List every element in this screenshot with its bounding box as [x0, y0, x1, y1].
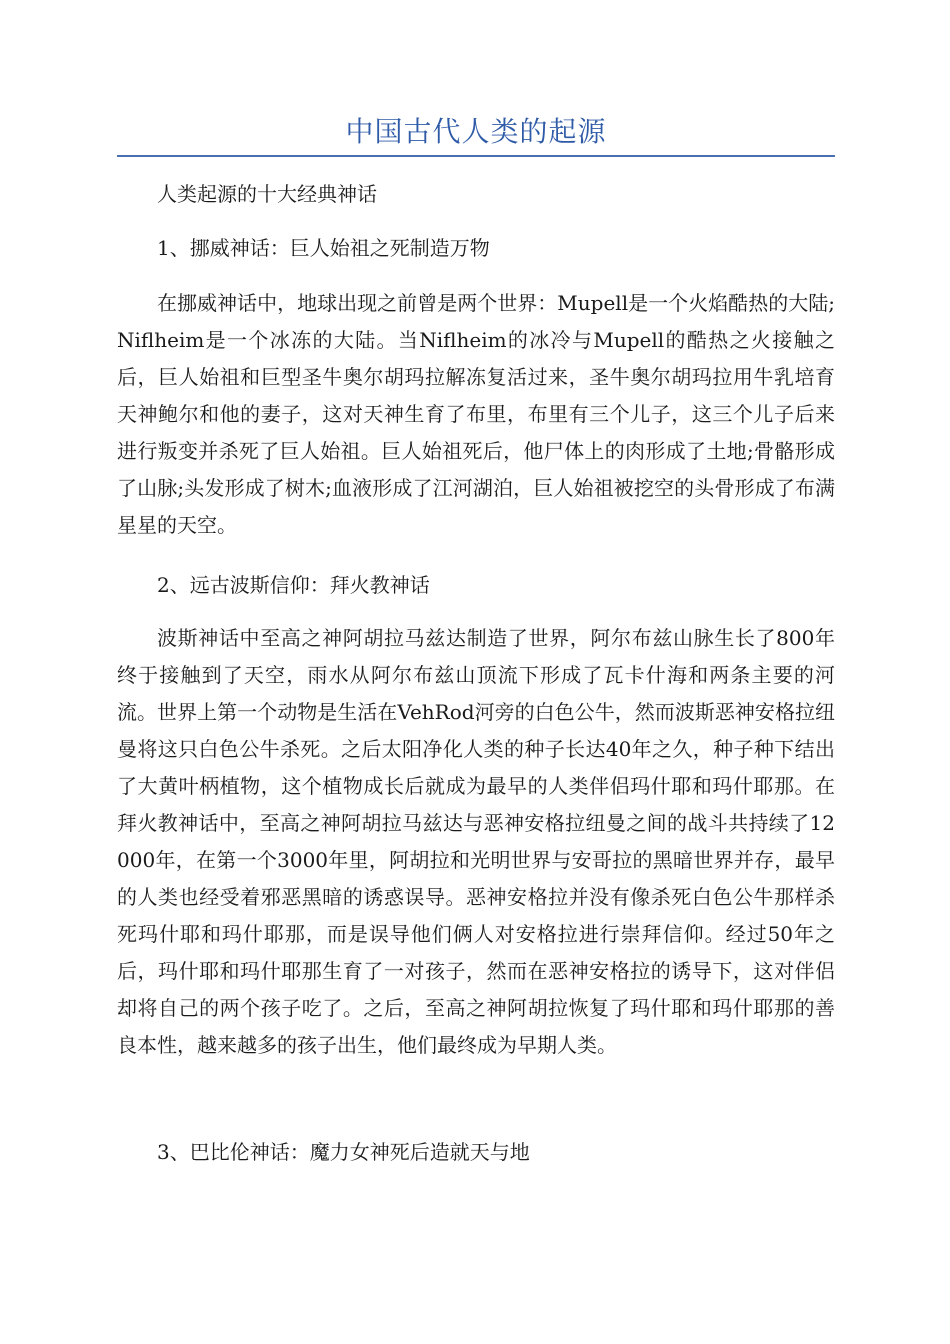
document-title: 中国古代人类的起源	[345, 115, 607, 148]
section-body-2: 波斯神话中至高之神阿胡拉马兹达制造了世界，阿尔布兹山脉生长了800年终于接触到了天空，雨水从阿尔布兹山顶流下形成了瓦卡什海和两条主要的河流。世界上第一个动物是生活在VehRod河旁的白色公牛，然而波斯恶神安格拉纽曼将这只白色公牛杀死。之后太阳净化人类的种子长达40年之久，种子种下结出了大黄叶柄植物，这个植物成长后就成为最早的人类伴侣玛什耶和玛什耶那。在拜火教神话中，至高之神阿胡拉马兹达与恶神安格拉纽曼之间的战斗共持续了12000年，在第一个3000年里，阿胡拉和光明世界与安哥拉的黑暗世界并存，最早的人类也经受着邪恶黑暗的诱惑误导。恶神安格拉并没有像杀死白色公牛那样杀死玛什耶和玛什耶那，而是误导他们俩人对安格拉进行崇拜信仰。经过50年之后，玛什耶和玛什耶那生育了一对孩子，然而在恶神安格拉的诱导下，这对伴侣却将自己的两个孩子吃了。之后，至高之神阿胡拉恢复了玛什耶和玛什耶那的善良本性，越来越多的孩子出生，他们最终成为早期人类。	[117, 626, 835, 1057]
document-subtitle: 人类起源的十大经典神话	[157, 182, 377, 206]
section-body-1: 在挪威神话中，地球出现之前曾是两个世界：Mupell是一个火焰酷热的大陆;Niflheim是一个冰冻的大陆。当Niflheim的冰冷与Mupell的酷热之火接触之后，巨人始祖和巨型圣牛奥尔胡玛拉解冻复活过来，圣牛奥尔胡玛拉用牛乳培育天神鲍尔和他的妻子，这对天神生育了布里，布里有三个儿子，这三个儿子后来进行叛变并杀死了巨人始祖。巨人始祖死后，他尸体上的肉形成了土地;骨骼形成了山脉;头发形成了树木;血液形成了江河湖泊，巨人始祖被挖空的头骨形成了布满星星的天空。	[117, 291, 835, 537]
section-heading-2: 2、远古波斯信仰：拜火教神话	[157, 573, 430, 597]
section-heading-1: 1、挪威神话：巨人始祖之死制造万物	[157, 236, 490, 260]
title-underline	[117, 155, 835, 157]
section-heading-3: 3、巴比伦神话：魔力女神死后造就天与地	[157, 1140, 530, 1164]
